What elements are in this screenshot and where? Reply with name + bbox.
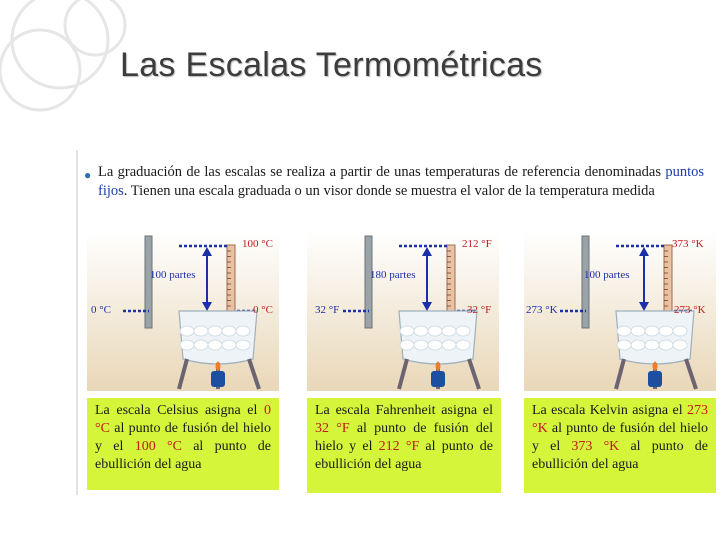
fahrenheit-caption xyxy=(307,398,501,493)
ice-cube xyxy=(442,340,456,350)
top-label: 212 °F xyxy=(462,238,492,250)
burner xyxy=(211,371,225,387)
celsius-panel xyxy=(87,231,279,391)
caption-text: al punto de ebullición del agua xyxy=(532,439,708,472)
support-rod xyxy=(582,236,589,328)
ice-cube xyxy=(659,340,673,350)
caption-text: La escala Celsius asigna el xyxy=(95,403,264,418)
kelvin-caption xyxy=(524,398,716,493)
ice-cube xyxy=(456,340,470,350)
top-label: 100 °C xyxy=(242,238,273,250)
fahrenheit-panel xyxy=(307,231,499,391)
ice-cube xyxy=(222,326,236,336)
right-label: 273 °K xyxy=(674,304,706,316)
intro-highlight: puntos fijos xyxy=(98,164,704,199)
ice-cube xyxy=(194,326,208,336)
ice-cube xyxy=(659,326,673,336)
right-label: 32 °F xyxy=(467,304,492,316)
ice-cube xyxy=(180,340,194,350)
ice-cube xyxy=(208,326,222,336)
left-label: 273 °K xyxy=(526,304,558,316)
left-label: 32 °F xyxy=(315,304,340,316)
caption-text: al punto de ebullición del agua xyxy=(315,439,493,472)
support-rod xyxy=(365,236,372,328)
ice-cube xyxy=(414,340,428,350)
ice-cube xyxy=(442,326,456,336)
kelvin-panel xyxy=(524,231,716,391)
caption-text: al punto de fusión del hielo y el xyxy=(532,421,708,454)
ice-cube xyxy=(180,326,194,336)
ice-cube xyxy=(617,326,631,336)
caption-text: La escala Fahrenheit asigna el xyxy=(315,403,493,418)
caption-value: 100 °C xyxy=(134,439,182,454)
bullet-icon: ● xyxy=(84,168,92,182)
intro-text-1: La graduación de las escalas se realiza a partir de unas temperaturas de referencia denominadas xyxy=(98,164,666,180)
ice-cube xyxy=(631,326,645,336)
range-label: 100 partes xyxy=(150,269,196,281)
intro-paragraph xyxy=(98,163,704,201)
ice-cube xyxy=(673,340,687,350)
left-label: 0 °C xyxy=(91,304,111,316)
range-label: 100 partes xyxy=(584,269,630,281)
ice-cube xyxy=(428,326,442,336)
support-rod xyxy=(145,236,152,328)
caption-text: La escala Kelvin asigna el xyxy=(532,403,687,418)
caption-text: al punto de fusión del hielo y el xyxy=(95,421,271,454)
ice-cube xyxy=(236,326,250,336)
caption-text: al punto de fusión del hielo y el xyxy=(315,421,494,454)
thermometer-illustration xyxy=(87,231,279,391)
ice-cube xyxy=(428,340,442,350)
beaker xyxy=(399,311,477,364)
ice-cube xyxy=(208,340,222,350)
celsius-caption xyxy=(87,398,279,490)
ice-cube xyxy=(456,326,470,336)
top-label: 373 °K xyxy=(672,238,704,250)
ice-cube xyxy=(645,340,659,350)
burner xyxy=(431,371,445,387)
burner xyxy=(648,371,662,387)
divider-line xyxy=(76,150,78,495)
slide-title: Las Escalas Termométricas xyxy=(120,46,543,84)
right-label: 0 °C xyxy=(253,304,273,316)
ice-cube xyxy=(617,340,631,350)
ice-cube xyxy=(222,340,236,350)
caption-value: 32 °F xyxy=(315,421,350,436)
caption-text: al punto de ebullición del agua xyxy=(95,439,271,472)
beaker xyxy=(616,311,694,364)
ice-cube xyxy=(236,340,250,350)
caption-value: 373 °K xyxy=(571,439,620,454)
ice-cube xyxy=(645,326,659,336)
ice-cube xyxy=(194,340,208,350)
caption-value: 212 °F xyxy=(378,439,420,454)
ice-cube xyxy=(400,326,414,336)
intro-text-2: . Tienen una escala graduada o un visor donde se muestra el valor de la temperatura medida xyxy=(123,183,655,199)
ice-cube xyxy=(631,340,645,350)
ice-cube xyxy=(414,326,428,336)
ice-cube xyxy=(673,326,687,336)
caption-value: 273 °K xyxy=(532,403,708,436)
range-label: 180 partes xyxy=(370,269,416,281)
ice-cube xyxy=(400,340,414,350)
beaker xyxy=(179,311,257,364)
caption-value: 0 °C xyxy=(95,403,271,436)
